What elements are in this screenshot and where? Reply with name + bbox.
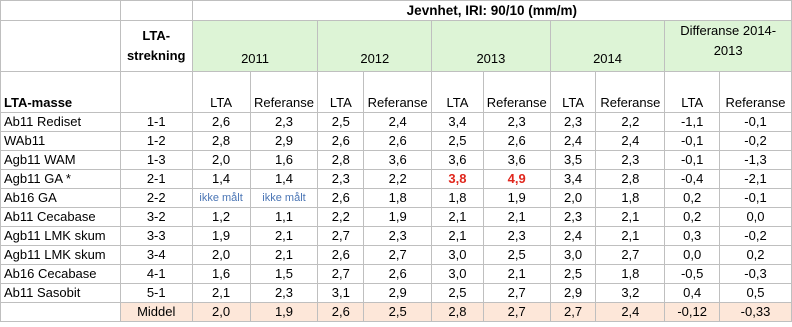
value-cell[interactable]: 2,4 bbox=[596, 132, 665, 151]
sub-header: LTA bbox=[665, 72, 720, 113]
value-cell[interactable]: 0,0 bbox=[720, 208, 792, 227]
table-row bbox=[1, 170, 792, 189]
value-cell[interactable]: -0,1 bbox=[720, 189, 792, 208]
value-cell[interactable]: 2,8 bbox=[192, 132, 250, 151]
value-cell[interactable]: 2,3 bbox=[550, 113, 596, 132]
value-cell[interactable]: 2,2 bbox=[596, 113, 665, 132]
value-cell[interactable]: ikke målt bbox=[250, 189, 318, 208]
value-cell[interactable]: -0,3 bbox=[720, 265, 792, 284]
value-cell[interactable]: -0,1 bbox=[665, 151, 720, 170]
value-cell[interactable]: 0,2 bbox=[720, 246, 792, 265]
value-cell[interactable]: 2,5 bbox=[432, 132, 484, 151]
value-cell[interactable]: 2,5 bbox=[483, 246, 550, 265]
value-cell[interactable]: 2,1 bbox=[250, 227, 318, 246]
value-cell[interactable]: 2,6 bbox=[192, 113, 250, 132]
strekning-header-line2: strekning bbox=[126, 48, 186, 63]
blank-cell[interactable] bbox=[120, 72, 192, 113]
year-header-2011: 2011 bbox=[192, 21, 318, 72]
value-cell[interactable]: 3,0 bbox=[432, 246, 484, 265]
masse-cell[interactable]: Ab11 Cecabase bbox=[1, 208, 121, 227]
table-row bbox=[1, 132, 792, 151]
value-cell[interactable]: 2,3 bbox=[483, 227, 550, 246]
value-cell[interactable]: 0,4 bbox=[665, 284, 720, 303]
blank-cell[interactable] bbox=[1, 21, 121, 72]
value-cell[interactable]: 2,3 bbox=[550, 208, 596, 227]
value-cell[interactable]: 1,8 bbox=[596, 189, 665, 208]
value-cell[interactable]: 0,3 bbox=[665, 227, 720, 246]
value-cell[interactable]: 0,2 bbox=[665, 208, 720, 227]
value-cell[interactable]: 2,6 bbox=[364, 265, 432, 284]
value-cell[interactable]: 3,0 bbox=[550, 246, 596, 265]
value-cell[interactable]: ikke målt bbox=[192, 189, 250, 208]
strekning-header-line1: LTA- bbox=[142, 28, 171, 43]
blank-cell[interactable] bbox=[1, 303, 121, 322]
middel-row bbox=[1, 303, 792, 322]
value-cell[interactable]: 2,4 bbox=[550, 132, 596, 151]
table-row bbox=[1, 284, 792, 303]
table-row bbox=[1, 113, 792, 132]
value-cell[interactable]: 0,2 bbox=[665, 189, 720, 208]
value-cell[interactable]: 1,1 bbox=[250, 208, 318, 227]
masse-cell[interactable]: Agb11 LMK skum bbox=[1, 246, 121, 265]
masse-cell[interactable]: Ab16 GA bbox=[1, 189, 121, 208]
year-header-2013: 2013 bbox=[432, 21, 551, 72]
value-cell[interactable]: 3,8 bbox=[432, 170, 484, 189]
sub-header: Referanse bbox=[720, 72, 792, 113]
value-cell[interactable]: 2,0 bbox=[550, 189, 596, 208]
middel-value-cell[interactable]: 2,8 bbox=[432, 303, 484, 322]
sub-header: Referanse bbox=[364, 72, 432, 113]
blank-cell[interactable] bbox=[120, 1, 192, 21]
value-cell[interactable]: 2,3 bbox=[250, 284, 318, 303]
masse-cell[interactable]: WAb11 bbox=[1, 132, 121, 151]
strekning-cell[interactable]: 3-2 bbox=[120, 208, 192, 227]
middel-value-cell[interactable]: 2,5 bbox=[364, 303, 432, 322]
value-cell[interactable]: 1,5 bbox=[250, 265, 318, 284]
value-cell[interactable]: 1,2 bbox=[192, 208, 250, 227]
strekning-cell[interactable]: 2-2 bbox=[120, 189, 192, 208]
value-cell[interactable]: 1,9 bbox=[192, 227, 250, 246]
value-cell[interactable]: 1,4 bbox=[192, 170, 250, 189]
value-cell[interactable]: 2,6 bbox=[318, 189, 364, 208]
masse-cell[interactable]: Ab11 Sasobit bbox=[1, 284, 121, 303]
value-cell[interactable]: 2,9 bbox=[550, 284, 596, 303]
table-row bbox=[1, 151, 792, 170]
value-cell[interactable]: -1,1 bbox=[665, 113, 720, 132]
value-cell[interactable]: 2,5 bbox=[550, 265, 596, 284]
strekning-cell[interactable]: 3-4 bbox=[120, 246, 192, 265]
masse-header: LTA-masse bbox=[1, 72, 121, 113]
value-cell[interactable]: 2,4 bbox=[364, 113, 432, 132]
blank-cell[interactable] bbox=[1, 1, 121, 21]
value-cell[interactable]: 1,6 bbox=[192, 265, 250, 284]
strekning-cell[interactable]: 3-3 bbox=[120, 227, 192, 246]
value-cell[interactable]: 3,1 bbox=[318, 284, 364, 303]
table-row bbox=[1, 246, 792, 265]
table-row bbox=[1, 227, 792, 246]
value-cell[interactable]: -0,4 bbox=[665, 170, 720, 189]
value-cell[interactable]: 1,4 bbox=[250, 170, 318, 189]
value-cell[interactable]: 2,0 bbox=[192, 246, 250, 265]
value-cell[interactable]: 2,8 bbox=[596, 170, 665, 189]
table-row bbox=[1, 189, 792, 208]
year-header-2014: 2014 bbox=[550, 21, 665, 72]
strekning-cell[interactable]: 1-3 bbox=[120, 151, 192, 170]
strekning-cell[interactable]: 1-1 bbox=[120, 113, 192, 132]
middel-value-cell[interactable]: 2,7 bbox=[483, 303, 550, 322]
value-cell[interactable]: 0,0 bbox=[665, 246, 720, 265]
middel-value-cell[interactable]: 2,6 bbox=[318, 303, 364, 322]
value-cell[interactable]: -0,1 bbox=[720, 113, 792, 132]
value-cell[interactable]: 3,6 bbox=[483, 151, 550, 170]
middel-value-cell[interactable]: -0,12 bbox=[665, 303, 720, 322]
masse-cell[interactable]: Agb11 GA * bbox=[1, 170, 121, 189]
middel-value-cell[interactable]: 2,0 bbox=[192, 303, 250, 322]
value-cell[interactable]: 1,8 bbox=[364, 189, 432, 208]
sub-header: Referanse bbox=[596, 72, 665, 113]
value-cell[interactable]: 2,6 bbox=[364, 132, 432, 151]
value-cell[interactable]: 3,4 bbox=[432, 113, 484, 132]
value-cell[interactable]: 2,1 bbox=[596, 208, 665, 227]
masse-cell[interactable]: Agb11 WAM bbox=[1, 151, 121, 170]
value-cell[interactable]: -0,5 bbox=[665, 265, 720, 284]
middel-value-cell[interactable]: 2,4 bbox=[596, 303, 665, 322]
diff-header bbox=[665, 21, 792, 72]
value-cell[interactable]: 2,1 bbox=[432, 208, 484, 227]
value-cell[interactable]: 2,6 bbox=[318, 246, 364, 265]
value-cell[interactable]: -1,3 bbox=[720, 151, 792, 170]
value-cell[interactable]: 2,7 bbox=[318, 227, 364, 246]
sub-header: LTA bbox=[550, 72, 596, 113]
middel-value-cell[interactable]: 1,9 bbox=[250, 303, 318, 322]
value-cell[interactable]: 1,6 bbox=[250, 151, 318, 170]
value-cell[interactable]: 3,0 bbox=[432, 265, 484, 284]
sub-header: Referanse bbox=[250, 72, 318, 113]
sub-header: LTA bbox=[432, 72, 484, 113]
sub-header: Referanse bbox=[483, 72, 550, 113]
value-cell[interactable]: 3,6 bbox=[364, 151, 432, 170]
value-cell[interactable]: 2,1 bbox=[483, 265, 550, 284]
value-cell[interactable]: 2,1 bbox=[483, 208, 550, 227]
diff-header-line2: 2013 bbox=[713, 43, 743, 58]
value-cell[interactable]: 2,1 bbox=[192, 284, 250, 303]
strekning-cell[interactable]: 1-2 bbox=[120, 132, 192, 151]
middel-value-cell[interactable]: -0,33 bbox=[720, 303, 792, 322]
table-title: Jevnhet, IRI: 90/10 (mm/m) bbox=[192, 1, 791, 21]
value-cell[interactable]: 2,3 bbox=[596, 151, 665, 170]
diff-header-line1: Differanse 2014- bbox=[680, 23, 777, 38]
value-cell[interactable]: 2,7 bbox=[364, 246, 432, 265]
value-cell[interactable]: 1,9 bbox=[483, 189, 550, 208]
value-cell[interactable]: 3,6 bbox=[432, 151, 484, 170]
value-cell[interactable]: 2,7 bbox=[483, 284, 550, 303]
value-cell[interactable]: -2,1 bbox=[720, 170, 792, 189]
masse-cell[interactable]: Ab16 Cecabase bbox=[1, 265, 121, 284]
value-cell[interactable]: 1,8 bbox=[596, 265, 665, 284]
value-cell[interactable]: 3,2 bbox=[596, 284, 665, 303]
value-cell[interactable]: 2,5 bbox=[318, 113, 364, 132]
value-cell[interactable]: 2,3 bbox=[250, 113, 318, 132]
value-cell[interactable]: 0,5 bbox=[720, 284, 792, 303]
table-row bbox=[1, 208, 792, 227]
value-cell[interactable]: 1,9 bbox=[364, 208, 432, 227]
value-cell[interactable]: 2,1 bbox=[432, 227, 484, 246]
value-cell[interactable]: 2,9 bbox=[250, 132, 318, 151]
value-cell[interactable]: 2,7 bbox=[596, 246, 665, 265]
middel-label[interactable]: Middel bbox=[120, 303, 192, 322]
value-cell[interactable]: 2,3 bbox=[318, 170, 364, 189]
strekning-cell[interactable]: 5-1 bbox=[120, 284, 192, 303]
strekning-cell[interactable]: 4-1 bbox=[120, 265, 192, 284]
masse-cell[interactable]: Ab11 Rediset bbox=[1, 113, 121, 132]
value-cell[interactable]: 2,6 bbox=[318, 132, 364, 151]
middel-value-cell[interactable]: 2,7 bbox=[550, 303, 596, 322]
value-cell[interactable]: 2,2 bbox=[318, 208, 364, 227]
value-cell[interactable]: 2,9 bbox=[364, 284, 432, 303]
strekning-cell[interactable]: 2-1 bbox=[120, 170, 192, 189]
value-cell[interactable]: 2,4 bbox=[550, 227, 596, 246]
value-cell[interactable]: 3,5 bbox=[550, 151, 596, 170]
masse-cell[interactable]: Agb11 LMK skum bbox=[1, 227, 121, 246]
value-cell[interactable]: -0,2 bbox=[720, 132, 792, 151]
value-cell[interactable]: 3,4 bbox=[550, 170, 596, 189]
value-cell[interactable]: 2,7 bbox=[318, 265, 364, 284]
sub-header: LTA bbox=[192, 72, 250, 113]
value-cell[interactable]: 2,1 bbox=[596, 227, 665, 246]
sub-header: LTA bbox=[318, 72, 364, 113]
value-cell[interactable]: -0,1 bbox=[665, 132, 720, 151]
value-cell[interactable]: 2,3 bbox=[483, 113, 550, 132]
value-cell[interactable]: 2,1 bbox=[250, 246, 318, 265]
value-cell[interactable]: 2,0 bbox=[192, 151, 250, 170]
value-cell[interactable]: 2,2 bbox=[364, 170, 432, 189]
value-cell[interactable]: 2,5 bbox=[432, 284, 484, 303]
value-cell[interactable]: 2,3 bbox=[364, 227, 432, 246]
value-cell[interactable]: 2,6 bbox=[483, 132, 550, 151]
year-header-2012: 2012 bbox=[318, 21, 432, 72]
value-cell[interactable]: 2,8 bbox=[318, 151, 364, 170]
value-cell[interactable]: 1,8 bbox=[432, 189, 484, 208]
strekning-header bbox=[120, 21, 192, 72]
value-cell[interactable]: 4,9 bbox=[483, 170, 550, 189]
table-row bbox=[1, 265, 792, 284]
value-cell[interactable]: -0,2 bbox=[720, 227, 792, 246]
